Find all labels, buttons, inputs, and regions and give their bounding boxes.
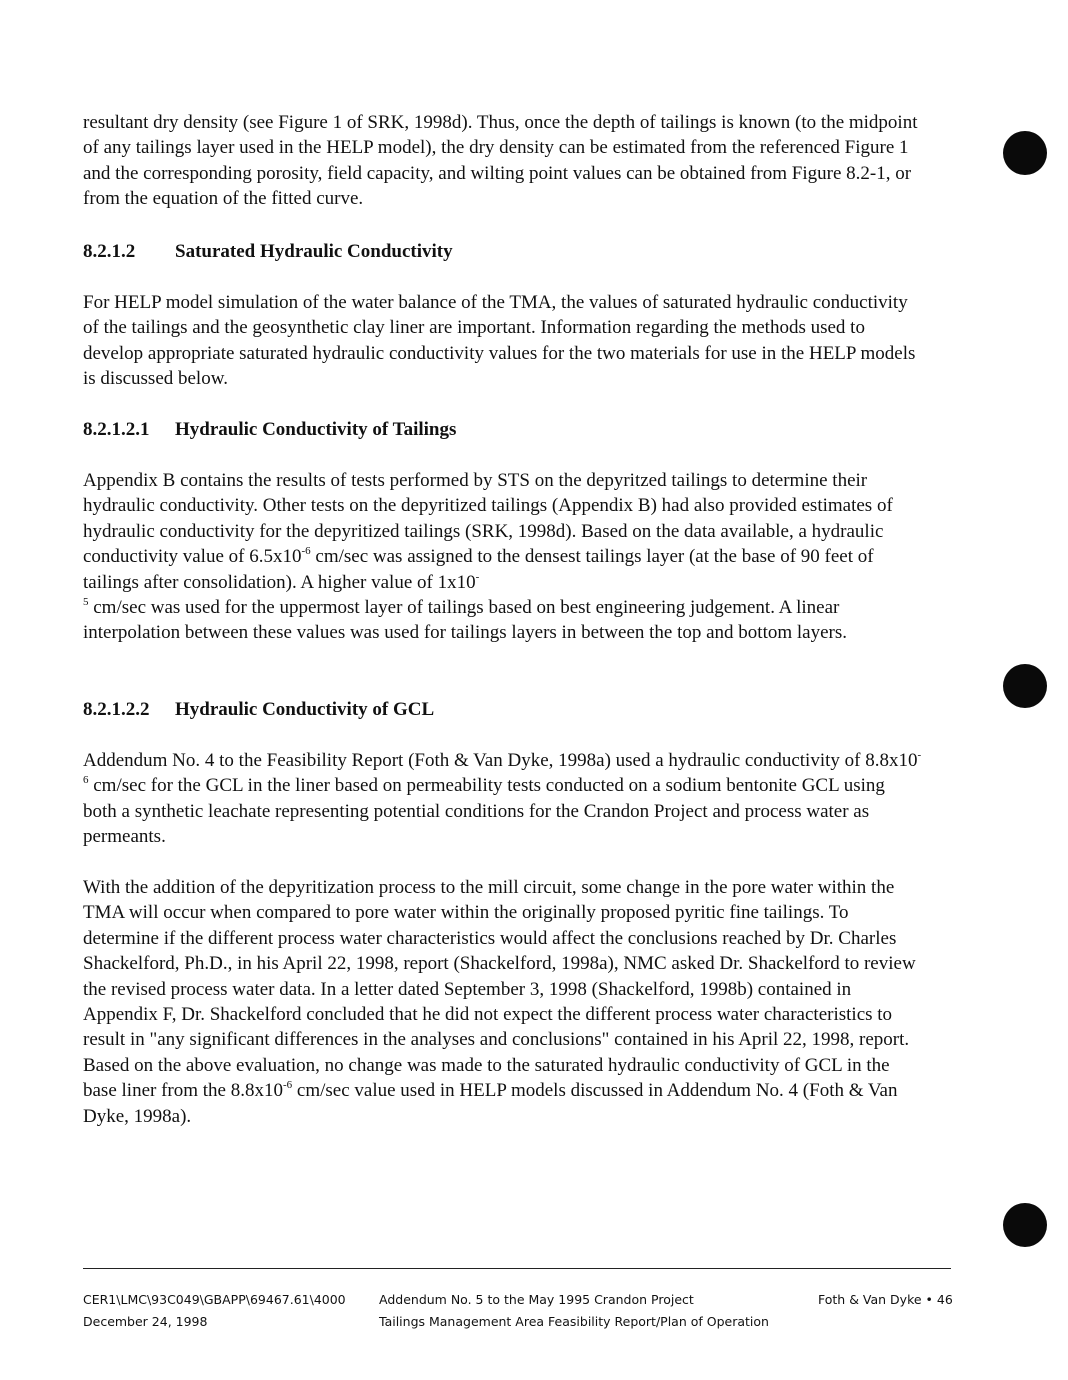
- paragraph-tailings: [83, 468, 923, 646]
- section-number: 8.2.1.2.2: [83, 699, 150, 720]
- margin-bullet-mark: [1003, 664, 1047, 708]
- section-title: Hydraulic Conductivity of GCL: [175, 699, 435, 720]
- paragraph-help-model: [83, 290, 923, 392]
- paragraph-gcl: [83, 748, 923, 850]
- subsection-heading-gcl: [83, 699, 434, 721]
- paragraph-text: Appendix B contains the results of tests performed by STS on the depyritzed tailings to determine their hydraulic conductivity. Other tests on the depyritized tailings (Appendix B) had also provided estimates of hydraulic conductivity for the depyritized tailings (SRK, 1998d). Based on the data available, a hydraulic conductivity value of $6.5x10^{-6}$ cm/sec was assigned to the densest tailings layer (at the base of 90 feet of tailings after consolidation). A higher value of 1x10- $^5$ cm/sec was used for the uppermost layer of tailings based on best engineering judgement. A linear interpolation between these values was used for tailings layers in between the top and bottom layers.: [83, 470, 893, 644]
- paragraph-depyritization: [83, 875, 923, 1129]
- margin-bullet-mark: [1003, 1203, 1047, 1247]
- paragraph-text: With the addition of the depyritization process to the mill circuit, some change in the pore water within the TMA will occur when compared to pore water within the originally proposed pyritic fine tailings. To determine if the different process water characteristics would affect the conclusions reached by Dr. Charles Shackelford, Ph.D., in his April 22, 1998, report (Shackelford, 1998a), NMC asked Dr. Shackelford to review the revised process water data. In a letter dated September 3, 1998 (Shackelford, 1998b) contained in Appendix F, Dr. Shackelford concluded that he did not expect the different process water characteristics to result in "any significant differences in the analyses and conclusions" contained in his April 22, 1998, report. Based on the above evaluation, no change was made to the saturated hydraulic conductivity of GCL in the base liner from the $8.8x10^{-6}$ cm/sec value used in HELP models discussed in Addendum No. 4 (Foth & Van Dyke, 1998a).: [83, 877, 916, 1127]
- section-number: 8.2.1.2: [83, 241, 136, 262]
- subsection-heading-tailings: [83, 419, 456, 441]
- paragraph-text: Addendum No. 4 to the Feasibility Report (Foth & Van Dyke, 1998a) used a hydraulic conductivity of $8.8x10^{-6}$ cm/sec for the GCL in the liner based on permeability tests conducted on a sodium bentonite GCL using both a synthetic leachate representing potential conditions for the Crandon Project and process water as permeants.: [83, 749, 922, 848]
- document-title-line1: Addendum No. 5 to the May 1995 Crandon Project: [379, 1292, 694, 1307]
- document-title-line2: Tailings Management Area Feasibility Report/Plan of Operation: [379, 1314, 769, 1329]
- footer-date: December 24, 1998: [83, 1314, 208, 1329]
- section-title: Hydraulic Conductivity of Tailings: [175, 419, 457, 440]
- paragraph-text: resultant dry density (see Figure 1 of SRK, 1998d). Thus, once the depth of tailings is known (to the midpoint of any tailings layer used in the HELP model), the dry density can be estimated from the referenced Figure 1 and the corresponding porosity, field capacity, and wilting point values can be obtained from Figure 8.2-1, or from the equation of the fitted curve.: [83, 112, 918, 210]
- footer-right: [818, 1289, 953, 1311]
- section-heading: [83, 241, 453, 263]
- footer-divider: [83, 1268, 951, 1269]
- page-number: Foth & Van Dyke • 46: [818, 1292, 953, 1307]
- intro-paragraph: [83, 110, 923, 212]
- footer-center: [379, 1289, 769, 1333]
- section-title: Saturated Hydraulic Conductivity: [175, 241, 453, 262]
- footer-left: [83, 1289, 346, 1333]
- file-path: CER1\LMC\93C049\GBAPP\69467.61\4000: [83, 1292, 346, 1307]
- section-number: 8.2.1.2.1: [83, 419, 150, 440]
- margin-bullet-mark: [1003, 131, 1047, 175]
- paragraph-text: For HELP model simulation of the water balance of the TMA, the values of saturated hydraulic conductivity of the tailings and the geosynthetic clay liner are important. Information regarding the methods used to develop appropriate saturated hydraulic conductivity values for the two materials for use in the HELP models is discussed below.: [83, 292, 916, 390]
